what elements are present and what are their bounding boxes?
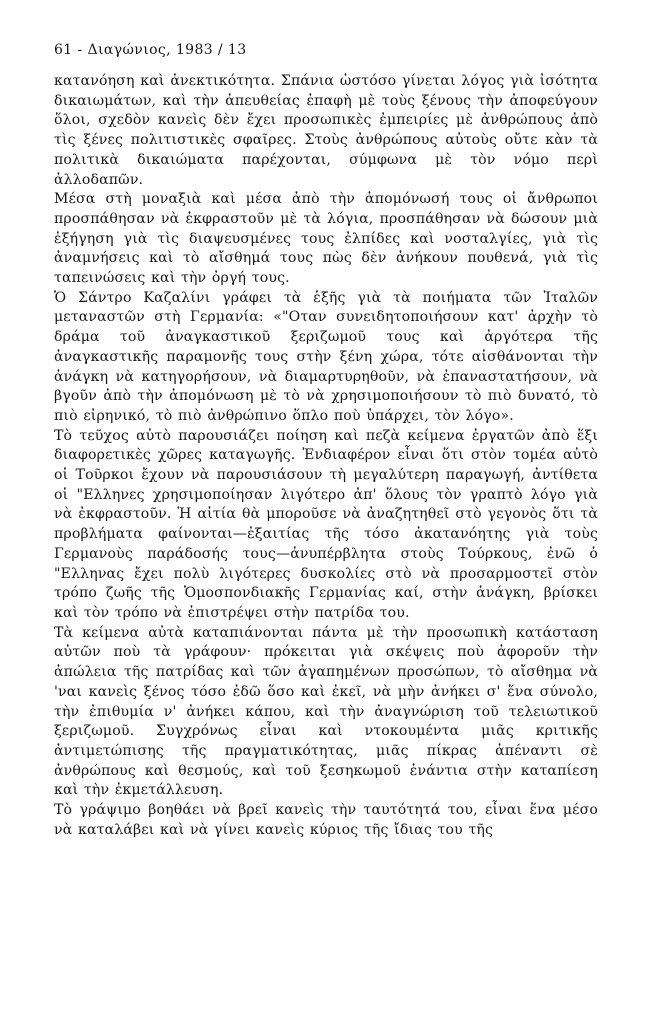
paragraph-3: Ὁ Σάντρο Καζαλίνι γράφει τὰ ἑξῆς γιὰ τὰ ποιήματα τῶν Ἰταλῶν μεταναστῶν στὴ Γερμανία: «"Οταν συνειδητοποιήσουν κατ' ἀρχὴν τὸ δράμα τοῦ ἀναγκαστικοῦ ξεριζωμοῦ τους καὶ ἀργότερα τῆς ἀναγκαστικῆς παραμονῆς τους στὴν ξένη χώρα, τότε αἰσθάνονται τὴν ἀνάγκη νὰ κατηγορήσουν, νὰ διαμαρτυρηθοῦν, νὰ ἐπαναστατήσουν, νὰ βγοῦν ἀπὸ τὴν ἀπομόνωση μὲ τὸ νὰ χρησιμοποιήσουν τὸ πιὸ δυνατό, τὸ πιὸ εἰρηνικό, τὸ πιὸ ἀνθρώπινο ὅπλο ποὺ ὑπάρχει, τὸν λόγο». xyxy=(54,289,598,424)
paragraph-4: Τὸ τεῦχος αὐτὸ παρουσιάζει ποίηση καὶ πεζὰ κείμενα ἐργατῶν ἀπὸ ἕξι διαφορετικὲς χῶρες καταγωγῆς. Ἐνδιαφέρον εἶναι ὅτι στὸν τομέα αὐτὸ οἱ Τοῦρκοι ἔχουν νὰ παρουσιάσουν τὴ μεγαλύτερη παραγωγή, ἀντίθετα οἱ "Ελληνες χρησιμοποίησαν λιγότερο ἀπ' ὅλους τὸν γραπτὸ λόγο γιὰ νὰ ἐκφραστοῦν. Ἡ αἰτία θὰ μποροῦσε νὰ ἀναζητηθεῖ στὸ γεγονὸς ὅτι τὰ προβλήματα φαίνονται—ἐξαιτίας τῆς τόσο ἀκατανόητης γιὰ τοὺς Γερμανοὺς παράδοσής τους—ἀνυπέρβλητα στοὺς Τούρκους, ἐνῶ ὁ "Ελληνας ἔχει πολὺ λιγότερες δυσκολίες στὸ νὰ προσαρμοστεῖ στὸν τρόπο ζωῆς τῆς Ὁμοσπονδιακῆς Γερμανίας καί, στὴν ἀνάγκη, βρίσκει καὶ τὸν τρόπο νὰ ἐπιστρέψει στὴν πατρίδα του. xyxy=(54,427,598,621)
paragraph-2: Μέσα στὴ μοναξιὰ καὶ μέσα ἀπὸ τὴν ἀπομόνωσή τους οἱ ἄνθρωποι προσπάθησαν νὰ ἐκφραστοῦν μὲ τὰ λόγια, προσπάθησαν νὰ δώσουν μιὰ ἐξήγηση γιὰ τὶς διαψευσμένες τους ἐλπίδες καὶ νοσταλγίες, γιὰ τὶς ἀναμνήσεις καὶ τὸ αἴσθημά τους πὼς δὲν ἀνήκουν πουθενά, γιὰ τὶς ταπεινώσεις καὶ τὴν ὀργή τους. xyxy=(54,191,598,287)
paragraph-5: Τὰ κείμενα αὐτὰ καταπιάνονται πάντα μὲ τὴν προσωπικὴ κατάσταση αὐτῶν ποὺ τὰ γράφουν· πρόκειται γιὰ σκέψεις ποὺ ἀφοροῦν τὴν ἀπώλεια τῆς πατρίδας καὶ τῶν ἀγαπημένων προσώπων, τὸ αἴσθημα νὰ 'ναι κανεὶς ξένος τόσο ἐδῶ ὅσο καὶ ἐκεῖ, νὰ μὴν ἀνήκει σ' ἕνα σύνολο, τὴν ἐπιθυμία ν' ἀνήκει κάπου, καὶ τὴν ἀναγνώριση τοῦ τελειωτικοῦ ξεριζωμοῦ. Συγχρόνως εἶναι καὶ ντοκουμέντα μιᾶς κριτικῆς ἀντιμετώπισης τῆς πραγματικότητας, μιᾶς πίκρας ἀπέναντι σὲ ἀνθρώπους καὶ θεσμούς, καὶ τοῦ ξεσηκωμοῦ ἐνάντια στὴν καταπίεση καὶ τὴν ἐκμετάλλευση. xyxy=(54,624,598,799)
running-header: 61 - Διαγώνιος, 1983 / 13 xyxy=(54,42,247,58)
body-text xyxy=(54,72,598,840)
paragraph-6: Τὸ γράψιμο βοηθάει νὰ βρεῖ κανεὶς τὴν ταυτότητά του, εἶναι ἕνα μέσο νὰ καταλάβει καὶ νὰ γίνει κανεὶς κύριος τῆς ἴδιας του τῆς xyxy=(54,802,598,838)
paragraph-1: κατανόηση καὶ ἀνεκτικότητα. Σπάνια ὡστόσο γίνεται λόγος γιὰ ἰσότητα δικαιωμάτων, καὶ τὴν ἀπευθείας ἐπαφὴ μὲ τοὺς ξένους τὴν ἀποφεύγουν ὅλοι, σχεδὸν κανεὶς δὲν ἔχει προσωπικὲς ἐμπειρίες μὲ ἀνθρώπους ἀπὸ τὶς ξένες πολιτιστικὲς σφαῖρες. Στοὺς ἀνθρώπους αὐτοὺς οὔτε κὰν τὰ πολιτικὰ δικαιώματα παρέχονται, σύμφωνα μὲ τὸν νόμο περὶ ἀλλοδαπῶν. xyxy=(54,73,598,188)
